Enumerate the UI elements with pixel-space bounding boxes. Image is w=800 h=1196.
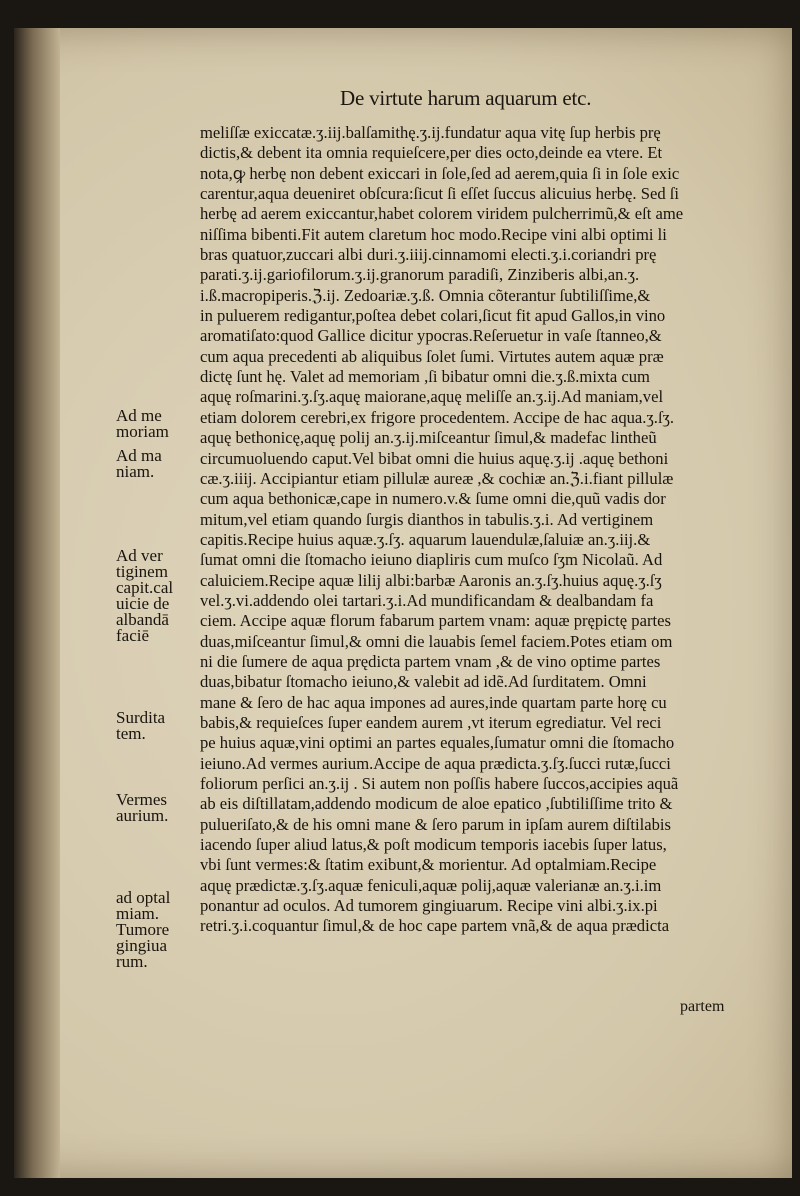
text-line: aquę prædictæ.ʒ.ſʒ.aquæ feniculi,aquæ polij,aquæ valerianæ an.ʒ.i.im xyxy=(200,875,662,895)
text-line: mane & ſero de hac aqua impones ad aures,inde quartam parte horę cu xyxy=(200,692,667,712)
text-line: niſſima bibenti.Fit autem claretum hoc modo.Recipe vini albi optimi li xyxy=(200,224,667,244)
text-line: ſumat omni die ſtomacho ieiuno diapliris cum muſco ſʒm Nicolaũ. Ad xyxy=(200,550,663,570)
text-line: circumuoluendo caput.Vel bibat omni die huius aquę.ʒ.ij .aquę bethoni xyxy=(200,448,669,468)
margin-note-memoriam: Ad me moriam xyxy=(116,406,169,441)
text-line: carentur,aqua deueniret obſcura:ſicut ſi eſſet ſuccus alicuius herbę. Sed ſi xyxy=(200,184,679,204)
text-line: foliorum perſici an.ʒ.ij . Si autem non poſſis habere ſuccos,accipies aquã xyxy=(200,774,679,793)
text-line: in puluerem redigantur,poſtea debet colari,ſicut fit apud Gallos,in vino xyxy=(200,306,666,326)
text-line: vel.ʒ.vi.addendo olei tartari.ʒ.i.Ad mundificandam & dealbandam fa xyxy=(200,590,654,610)
text-line: dictę ſunt hę. Valet ad memoriam ,ſi bibatur omni die.ʒ.ß.mixta cum xyxy=(200,367,650,387)
margin-note-vermes: Vermes aurium. xyxy=(116,790,169,825)
text-line: cæ.ʒ.iiij. Accipiantur etiam pillulæ aureæ ,& cochiæ an.ℨ.i.fiant pillulæ xyxy=(200,468,674,488)
text-line: vbi ſunt vermes:& ſtatim exibunt,& morientur. Ad optalmiam.Recipe xyxy=(200,855,657,875)
text-line: i.ß.macropiperis.ℨ.ij. Zedoariæ.ʒ.ß. Omnia cõterantur ſubtiliſſime,& xyxy=(200,285,651,305)
text-line: herbę ad aerem exiccantur,habet colorem viridem pulcherrimũ,& eſt ame xyxy=(200,204,684,224)
text-line: caluiciem.Recipe aquæ lilij albi:barbæ Aaronis an.ʒ.ſʒ.huius aquę.ʒ.ſʒ xyxy=(200,570,662,590)
text-line: parati.ʒ.ij.gariofilorum.ʒ.ij.granorum paradiſi, Zinziberis albi,an.ʒ. xyxy=(200,265,640,285)
text-line: cum aqua precedenti ab aliquibus ſolet ſumi. Virtutes autem aquæ præ xyxy=(200,346,664,366)
text-line: retri.ʒ.i.coquantur ſimul,& de hoc cape partem vnã,& de aqua prædicta xyxy=(200,916,670,936)
text-line: dictis,& debent ita omnia requieſcere,per dies octo,deinde ea vtere. Et xyxy=(200,143,663,163)
text-line: pe huius aquæ,vini optimi an partes equales,ſumatur omni die ſtomacho xyxy=(200,733,675,753)
text-line: ni die ſumere de aqua prędicta partem vnam ,& de vino optime partes xyxy=(200,651,661,671)
running-header: De virtute harum aquarum etc. xyxy=(340,86,592,110)
text-line: aquę bethonicę,aquę polij an.ʒ.ij.miſceantur ſimul,& madefac lintheũ xyxy=(200,428,657,448)
text-line: pulueriſato,& de his omni mane & ſero parum in ipſam aurem diſtilabis xyxy=(200,814,671,834)
text-line: babis,& requieſces ſuper eandem aurem ,vt iterum egrediatur. Vel reci xyxy=(200,712,662,732)
text-line: aromatiſato:quod Gallice dicitur ypocras.Reſeruetur in vaſe ſtanneo,& xyxy=(200,326,662,346)
text-line: duas,miſceantur ſimul,& omni die lauabis ſemel faciem.Potes etiam om xyxy=(200,631,673,651)
text-line: ciem. Accipe aquæ florum fabarum partem vnam: aquæ prępictę partes xyxy=(200,611,671,631)
margin-note-optalmiam: ad optal miam. Tumore gingiua rum. xyxy=(116,888,171,971)
text-line: iacendo ſuper aliud latus,& poſt modicum temporis iacebis ſuper latus, xyxy=(200,835,667,855)
text-line: ieiuno.Ad vermes aurium.Accipe de aqua prædicta.ʒ.ſʒ.ſucci rutæ,ſucci xyxy=(200,753,671,773)
text-line: duas,bibatur ſtomacho ieiuno,& valebit ad idẽ.Ad ſurditatem. Omni xyxy=(200,672,647,692)
margin-note-maniam: Ad ma niam. xyxy=(116,446,162,481)
page-gutter xyxy=(14,28,60,1178)
text-line: cum aqua bethonicæ,cape in numero.v.& ſume omni die,quũ vadis dor xyxy=(200,489,666,509)
main-text-block xyxy=(200,123,768,937)
text-line: ponantur ad oculos. Ad tumorem gingiuarum. Recipe vini albi.ʒ.ix.pi xyxy=(200,896,658,916)
margin-note-vertiginem: Ad ver tiginem capit.cal uicie de albandā faciē xyxy=(116,546,174,645)
margin-note-surditatem: Surdita tem. xyxy=(116,708,166,743)
text-line: capitis.Recipe huius aquæ.ʒ.ſʒ. aquarum lauendulæ,ſaluiæ an.ʒ.iij.& xyxy=(200,529,651,549)
text-line: ab eis diſtillatam,addendo modicum de aloe epatico ,ſubtiliſſime trito & xyxy=(200,794,673,814)
text-line: mitum,vel etiam quando ſurgis dianthos in tabulis.ʒ.i. Ad vertiginem xyxy=(200,509,654,529)
text-line: meliſſæ exiccatæ.ʒ.iij.balſamithę.ʒ.ij.fundatur aqua vitę ſup herbis prę xyxy=(200,123,661,142)
catchword: partem xyxy=(680,998,725,1015)
text-line: aquę roſmarini.ʒ.ſʒ.aquę maiorane,aquę meliſſe an.ʒ.ij.Ad maniam,vel xyxy=(200,387,664,407)
text-line: bras quatuor,zuccari albi duri.ʒ.iiij.cinnamomi electi.ʒ.i.coriandri prę xyxy=(200,245,657,265)
text-line: nota,ꝙ herbę non debent exiccari in ſole,ſed ad aerem,quia ſi in ſole exic xyxy=(200,163,680,183)
text-line: etiam dolorem cerebri,ex frigore procedentem. Accipe de hac aqua.ʒ.ſʒ. xyxy=(200,407,675,427)
